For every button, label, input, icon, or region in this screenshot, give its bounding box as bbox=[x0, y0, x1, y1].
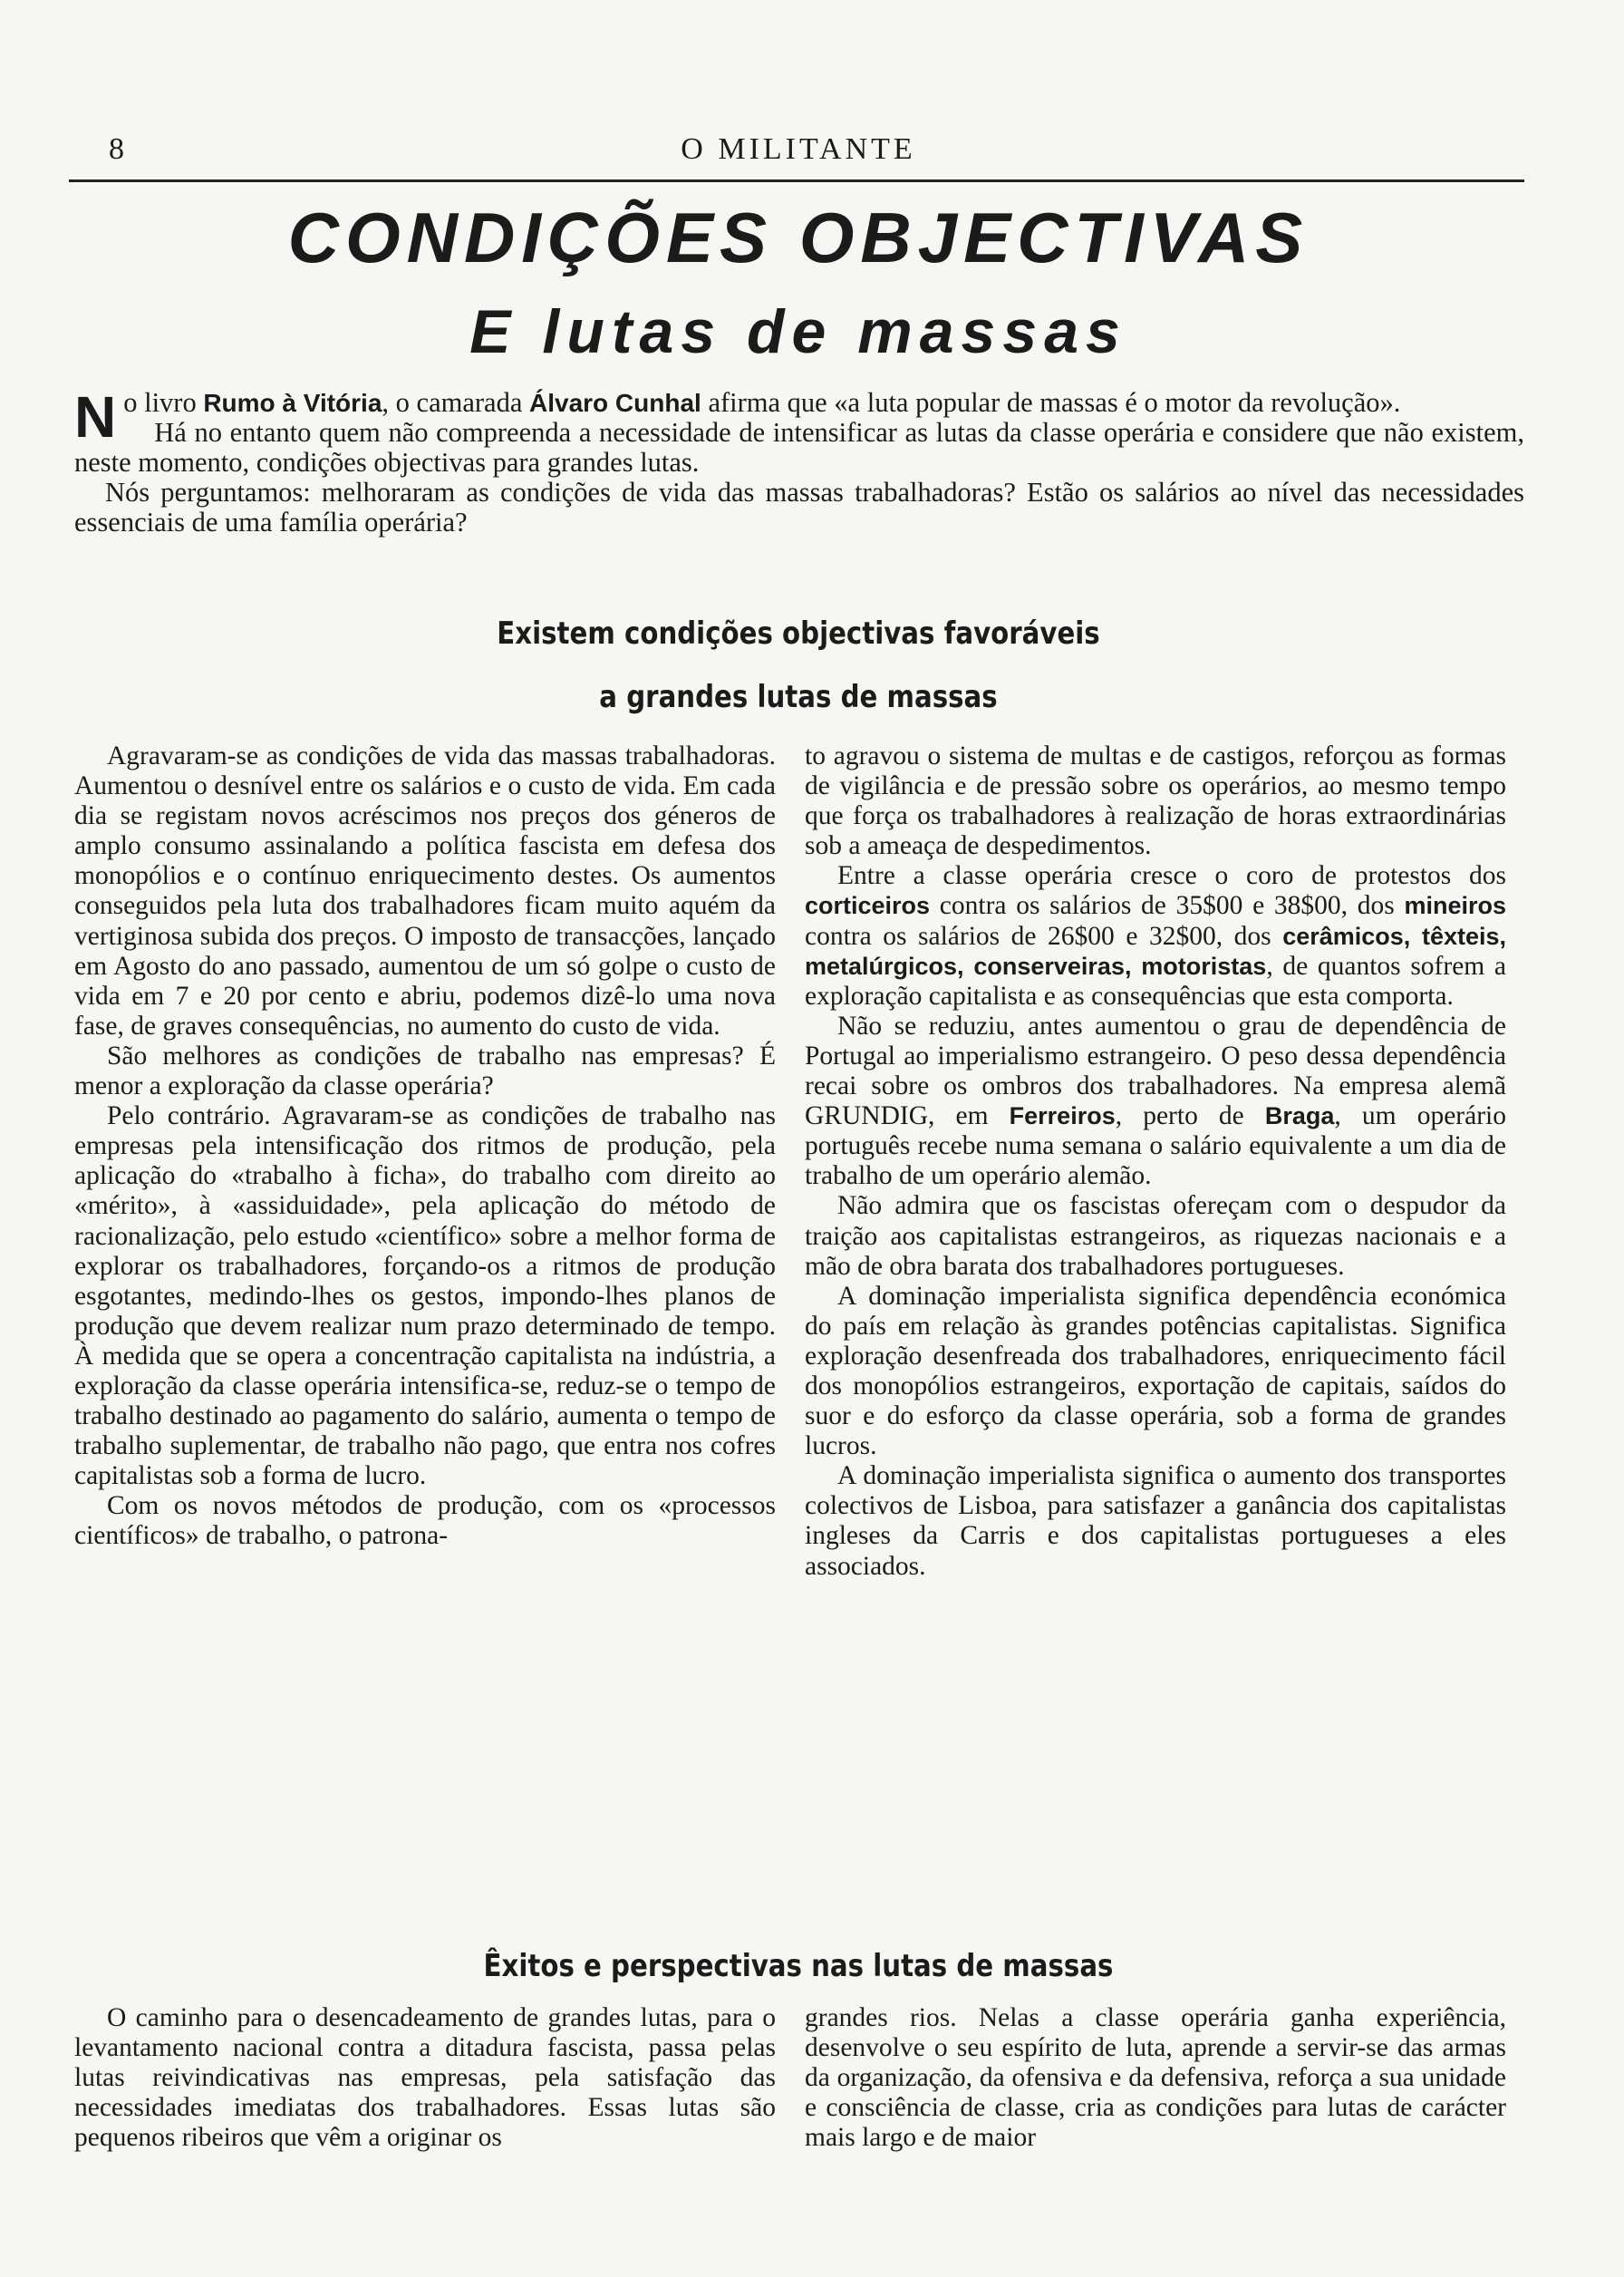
text-column-right bbox=[805, 741, 1506, 1582]
intro-paragraph: No livro Rumo à Vitória, o camarada Álvaro Cunhal afirma que «a luta popular de massas é o motor da revolução». bbox=[74, 384, 1401, 450]
paragraph: to agravou o sistema de multas e de castigos, reforçou as formas de vigilância e de pressão sobre os operários, ao mesmo tempo que força os trabalhadores à realização de horas extraordinárias sob a ameaça de despedimentos. bbox=[805, 741, 1506, 861]
journal-title: O MILITANTE bbox=[681, 132, 916, 166]
paragraph: Não se reduziu, antes aumentou o grau de dependência de Portugal ao imperialismo estrangeiro. O peso dessa dependência recai sobre os ombros dos trabalhadores. Na empresa alemã GRUNDIG, em Ferreiros, perto de Braga, um operário português recebe numa semana o salário equivalente a um dia de trabalho de um operário alemão. bbox=[805, 1011, 1506, 1191]
intro-paragraph: Nós perguntamos: melhoraram as condições de vida das massas trabalhadoras? Estão os salários ao nível das necessidades essenciais de uma família operária? bbox=[74, 477, 1524, 538]
paragraph: Com os novos métodos de produção, com os «processos científicos» de trabalho, o patrona- bbox=[74, 1491, 776, 1551]
drop-cap: N bbox=[74, 384, 117, 450]
article-title: CONDIÇÕES OBJECTIVAS bbox=[287, 198, 1310, 277]
section-heading: Êxitos e perspectivas nas lutas de massas bbox=[483, 1948, 1114, 1984]
intro-paragraph: Há no entanto quem não compreenda a necessidade de intensificar as lutas da classe operária e considere que não existem, neste momento, condições objectivas para grandes lutas. bbox=[74, 417, 1524, 478]
paragraph: grandes rios. Nelas a classe operária ganha experiência, desenvolve o seu espírito de luta, aprende a servir-se das armas da organização, da ofensiva e da defensiva, reforça a sua unidade e consciência de classe, cria as condições para lutas de carácter mais largo e de maior bbox=[805, 2003, 1506, 2153]
paragraph: Entre a classe operária cresce o coro de protestos dos corticeiros contra os salários de 35$00 e 38$00, dos mineiros contra os salários de 26$00 e 32$00, dos cerâmicos, têxteis, metalúrgicos, conserveiras, motoristas, de quantos sofrem a exploração capitalista e as consequências que esta comporta. bbox=[805, 861, 1506, 1011]
paragraph: Agravaram-se as condições de vida das massas trabalhadoras. Aumentou o desnível entre os salários e o custo de vida. Em cada dia se registam novos acréscimos nos preços dos géneros de amplo consumo assinalando a política fascista em defesa dos monopólios e o contínuo enriquecimento destes. Os aumentos conseguidos pela luta dos trabalhadores ficam muito aquém da vertiginosa subida dos preços. O imposto de transacções, lançado em Agosto do ano passado, aumentou de um só golpe o custo de vida em 7 e 20 por cento e abriu, podemos dizê-lo uma nova fase, de graves consequências, no aumento do custo de vida. bbox=[74, 741, 776, 1041]
section-heading: Existem condições objectivas favoráveis bbox=[497, 615, 1100, 652]
page-number: 8 bbox=[109, 132, 124, 166]
paragraph: Não admira que os fascistas ofereçam com o despudor da traição aos capitalistas estrangeiros, as riquezas nacionais e a mão de obra barata dos trabalhadores portugueses. bbox=[805, 1191, 1506, 1281]
book-title: Rumo à Vitória bbox=[203, 389, 382, 417]
paragraph: Pelo contrário. Agravaram-se as condições de trabalho nas empresas pela intensificação dos ritmos de produção, pela aplicação do «trabalho à ficha», do trabalho com direito ao «mérito», à «assiduidade», pela aplicação do método de racionalização, pelo estudo «científico» sobre a melhor forma de explorar os trabalhadores, forçando-os a ritmos de produção esgotantes, medindo-lhes os gestos, impondo-lhes planos de produção que devem realizar num prazo determinado de tempo. À medida que se opera a concentração capitalista na indústria, a exploração da classe operária intensifica-se, reduz-se o tempo de trabalho destinado ao pagamento do salário, aumenta o tempo de trabalho suplementar, de trabalho não pago, que entra nos cofres capitalistas sob a forma de lucro. bbox=[74, 1101, 776, 1491]
article-intro bbox=[74, 384, 1524, 538]
article-subtitle: E lutas de massas bbox=[469, 297, 1127, 366]
text-column-left bbox=[74, 2003, 776, 2153]
paragraph: A dominação imperialista significa dependência económica do país em relação às grandes potências capitalistas. Significa exploração desenfreada dos trabalhadores, enriquecimento fácil dos monopólios estrangeiros, exportação de capitais, saídos do suor e do esforço da classe operária, sob a forma de grandes lucros. bbox=[805, 1281, 1506, 1461]
paragraph: O caminho para o desencadeamento de grandes lutas, para o levantamento nacional contra a ditadura fascista, passa pelas lutas reivindicativas nas empresas, pela satisfação das necessidades imediatas dos trabalhadores. Essas lutas são pequenos ribeiros que vêm a originar os bbox=[74, 2003, 776, 2153]
text-column-right bbox=[805, 2003, 1506, 2153]
author-name: Álvaro Cunhal bbox=[529, 389, 701, 417]
paragraph: A dominação imperialista significa o aumento dos transportes colectivos de Lisboa, para satisfazer a ganância dos capitalistas ingleses da Carris e dos capitalistas portugueses a eles associados. bbox=[805, 1461, 1506, 1581]
header-rule bbox=[69, 179, 1524, 182]
page-header bbox=[69, 132, 1528, 178]
text-column-left bbox=[74, 741, 776, 1552]
paragraph: São melhores as condições de trabalho nas empresas? É menor a exploração da classe operária? bbox=[74, 1041, 776, 1101]
section-heading: a grandes lutas de massas bbox=[599, 679, 998, 715]
